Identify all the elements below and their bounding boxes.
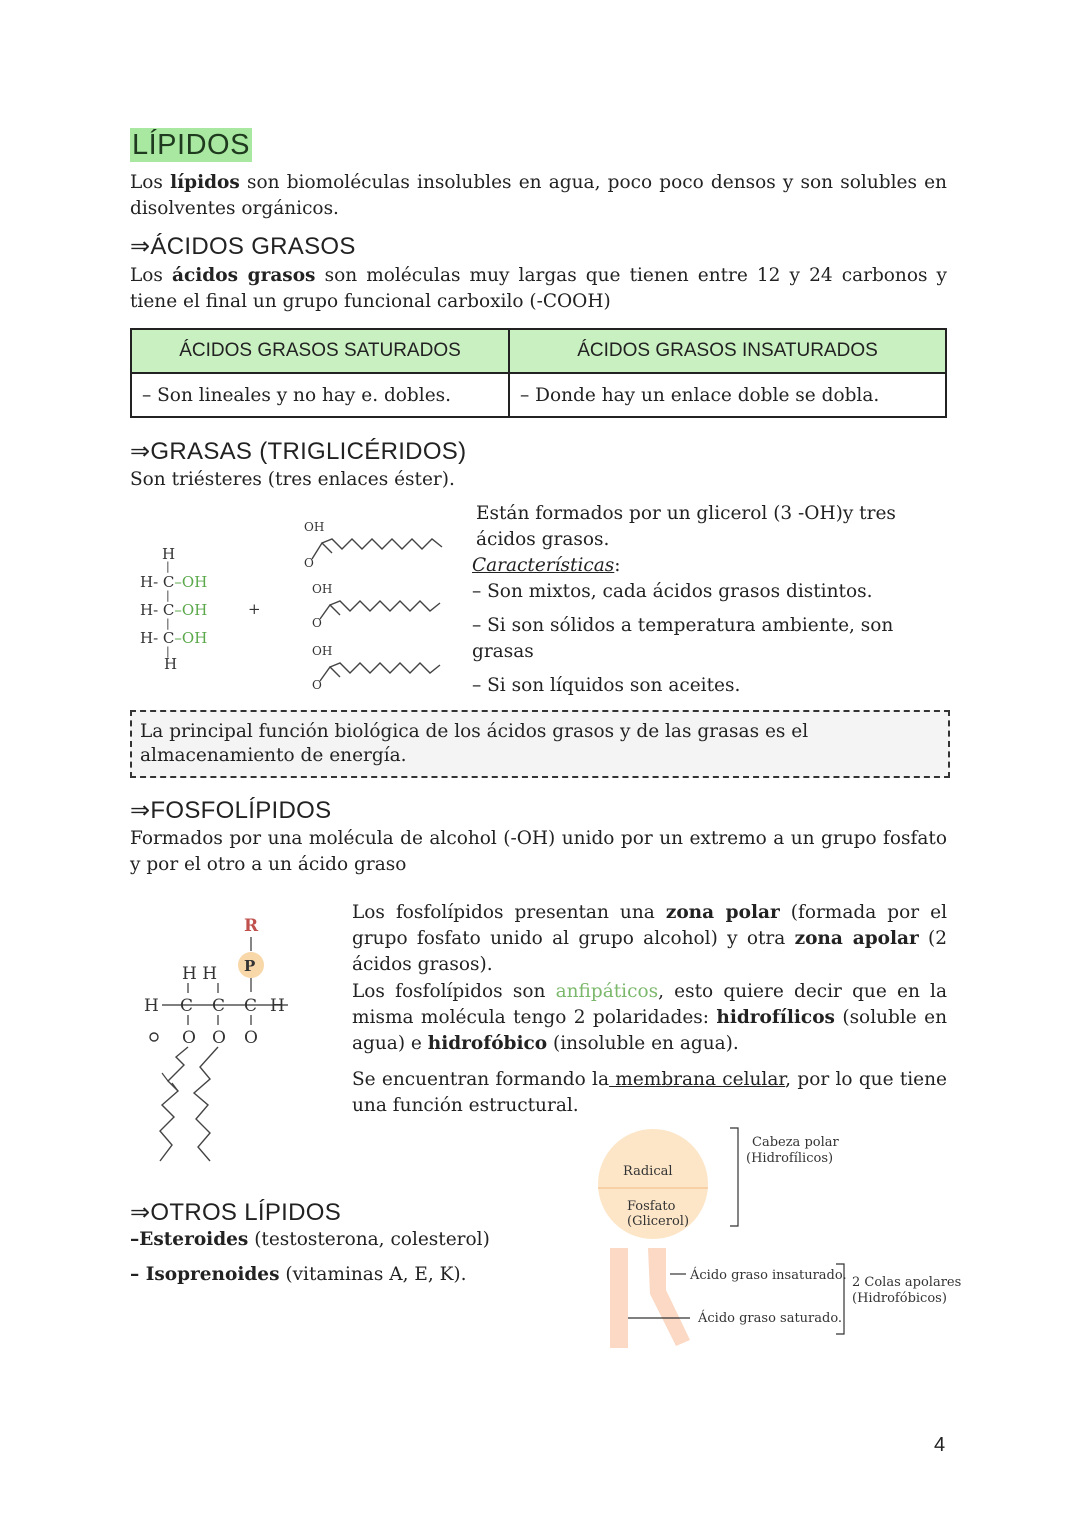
otros-esteroides: –Esteroides (130, 1229, 249, 1250)
page-title: LÍPIDOS (132, 129, 250, 161)
tail-saturated (610, 1248, 628, 1348)
fosfo-hidrofilicos: hidrofílicos (716, 1007, 835, 1028)
fosfo-zona-polar: zona polar (665, 902, 780, 923)
fosfo-paragraph-3 (352, 1067, 947, 1119)
intro-pre: Los (130, 172, 171, 193)
table-cell-saturados: – Son lineales y no hay e. dobles. (131, 373, 509, 417)
acid-oh-1: OH (304, 520, 325, 534)
grasas-item-3: – Si son líquidos son aceites. (472, 675, 741, 696)
otros-item-1-text: (testosterona, colesterol) (248, 1229, 490, 1250)
struct-o-3: O (244, 1028, 258, 1048)
struct-r: R (244, 916, 259, 936)
acid-o-1: O (304, 556, 314, 570)
diagram-cabeza: Cabeza polar (752, 1135, 839, 1150)
fosfo-description: Formados por una molécula de alcohol (-OH) unido por un extremo a un grupo fosfato y por el otro a un ácido graso (130, 828, 947, 875)
diagram-colas2: (Hidrofóbicos) (852, 1291, 947, 1306)
grasas-desc1: Están formados por un glicerol (3 -OH)y tres ácidos grasos. (476, 503, 896, 550)
diagram-radical: Radical (623, 1164, 673, 1179)
energy-note-box: La principal función biológica de los ácidos grasos y de las grasas es el almacenamiento de energía. (130, 710, 950, 778)
page-number: 4 (934, 1434, 946, 1456)
otros-item-2-text: (vitaminas A, E, K). (279, 1264, 467, 1285)
glicerol-oh-3: –OH (174, 629, 208, 647)
diagram-cabeza2: (Hidrofílicos) (746, 1151, 834, 1166)
fosfo-p1-e: (2 ácidos grasos). (352, 928, 948, 975)
grasas-item-1: – Son mixtos, cada ácidos grasos distintos. (472, 581, 873, 602)
fatty-acids-drawing (300, 515, 460, 695)
struct-h-left: H (144, 996, 159, 1016)
plus-sign: + (248, 600, 261, 618)
glicerol-h-bottom: H (164, 655, 178, 673)
phospholipid-diagram (590, 1122, 970, 1357)
otros-isoprenoides: – Isoprenoides (130, 1264, 280, 1285)
fosfo-p2-e: (soluble en agua) e (352, 1007, 947, 1054)
intro-bold: lípidos (170, 172, 240, 193)
heading-otros-lipidos: ⇒OTROS LÍPIDOS (130, 1199, 342, 1226)
diagram-sat: Ácido graso saturado. (698, 1311, 843, 1326)
diagram-glicerol: (Glicerol) (627, 1214, 690, 1229)
glicerol-row-3: H- C (140, 629, 175, 647)
table-header-saturados: ÁCIDOS GRASOS SATURADOS (131, 329, 509, 373)
fatty-acids-table (130, 328, 947, 418)
struct-o-2: O (212, 1028, 226, 1048)
table-cell-insaturados: – Donde hay un enlace doble se dobla. (509, 373, 946, 417)
fosfo-p2-c: , esto quiere decir que en la misma molécula tengo 2 polaridades: (352, 981, 947, 1028)
otros-item-1 (130, 1227, 490, 1253)
diagram-colas: 2 Colas apolares (852, 1275, 962, 1290)
fosfo-p1-c: (formada por el grupo fosfato unido al grupo alcohol) y otra (352, 902, 948, 949)
glicerol-oh-1: –OH (174, 573, 208, 591)
acid-oh-2: OH (312, 582, 333, 596)
acidos-bold: ácidos grasos (172, 265, 316, 286)
diagram-insat: Ácido graso insaturado. (690, 1268, 847, 1283)
svg-text:C: C (244, 996, 258, 1016)
fosfo-zona-apolar: zona apolar (794, 928, 919, 949)
fosfo-p1-a: Los fosfolípidos presentan una (352, 902, 666, 923)
struct-h-right: H (270, 996, 285, 1016)
svg-text:C: C (180, 996, 194, 1016)
phospholipid-structure (138, 905, 298, 1175)
glicerol-oh-2: –OH (174, 601, 208, 619)
grasas-item-2: – Si son sólidos a temperatura ambiente, son grasas (472, 615, 894, 662)
intro-paragraph (130, 170, 947, 222)
fosfo-hidrofobico: hidrofóbico (427, 1033, 548, 1054)
fosfo-paragraph-2 (352, 979, 947, 1057)
heading-fosfolipidos: ⇒FOSFOLÍPIDOS (130, 797, 332, 824)
grasas-description (472, 501, 947, 699)
table-header-insaturados: ÁCIDOS GRASOS INSATURADOS (509, 329, 946, 373)
otros-item-2 (130, 1262, 467, 1288)
fosfo-p2-g: (insoluble en agua). (547, 1033, 739, 1054)
grasas-sub: Son triésteres (tres enlaces éster). (130, 469, 455, 490)
glicerol-structure: H | H- C–OH | H- C–OH | H- C–OH | H (140, 545, 230, 673)
fosfo-paragraph-1 (352, 900, 947, 978)
acid-o-2: O (312, 616, 322, 630)
struct-p: P (244, 957, 256, 975)
diagram-fosfato: Fosfato (627, 1199, 676, 1214)
struct-hh: H H (182, 964, 218, 984)
acidos-paragraph (130, 263, 947, 315)
heading-acidos-grasos: ⇒ÁCIDOS GRASOS (130, 233, 356, 260)
acidos-pre: Los (130, 265, 173, 286)
caracteristicas-label (472, 553, 947, 579)
fosfo-p3-c: , por lo que tiene una función estructural. (352, 1069, 947, 1116)
fosfo-anfipaticos: anfipáticos (555, 981, 659, 1002)
fosfo-p2-a: Los fosfolípidos son (352, 981, 556, 1002)
glicerol-h-top: H (162, 545, 176, 563)
glicerol-row-1: H- C (140, 573, 175, 591)
fosfo-p3-a: Se encuentran formando la (352, 1069, 609, 1090)
tail-unsaturated (648, 1248, 690, 1346)
caracteristicas-text: Características (472, 555, 615, 576)
acid-oh-3: OH (312, 644, 333, 658)
glicerol-row-2: H- C (140, 601, 175, 619)
acid-o-3: O (312, 678, 322, 692)
fosfo-membrana-celular: membrana celular (608, 1069, 786, 1090)
heading-grasas: ⇒GRASAS (TRIGLICÉRIDOS) (130, 438, 467, 465)
svg-text:C: C (212, 996, 226, 1016)
struct-o-1: O (182, 1028, 196, 1048)
caracteristicas-colon: : (614, 555, 621, 576)
intro-post: son biomoléculas insolubles en agua, poco poco densos y son solubles en disolventes orgánicos. (130, 172, 947, 219)
acidos-post: son moléculas muy largas que tienen entre 12 y 24 carbonos y tiene el final un grupo funcional carboxilo (-COOH) (130, 265, 948, 312)
